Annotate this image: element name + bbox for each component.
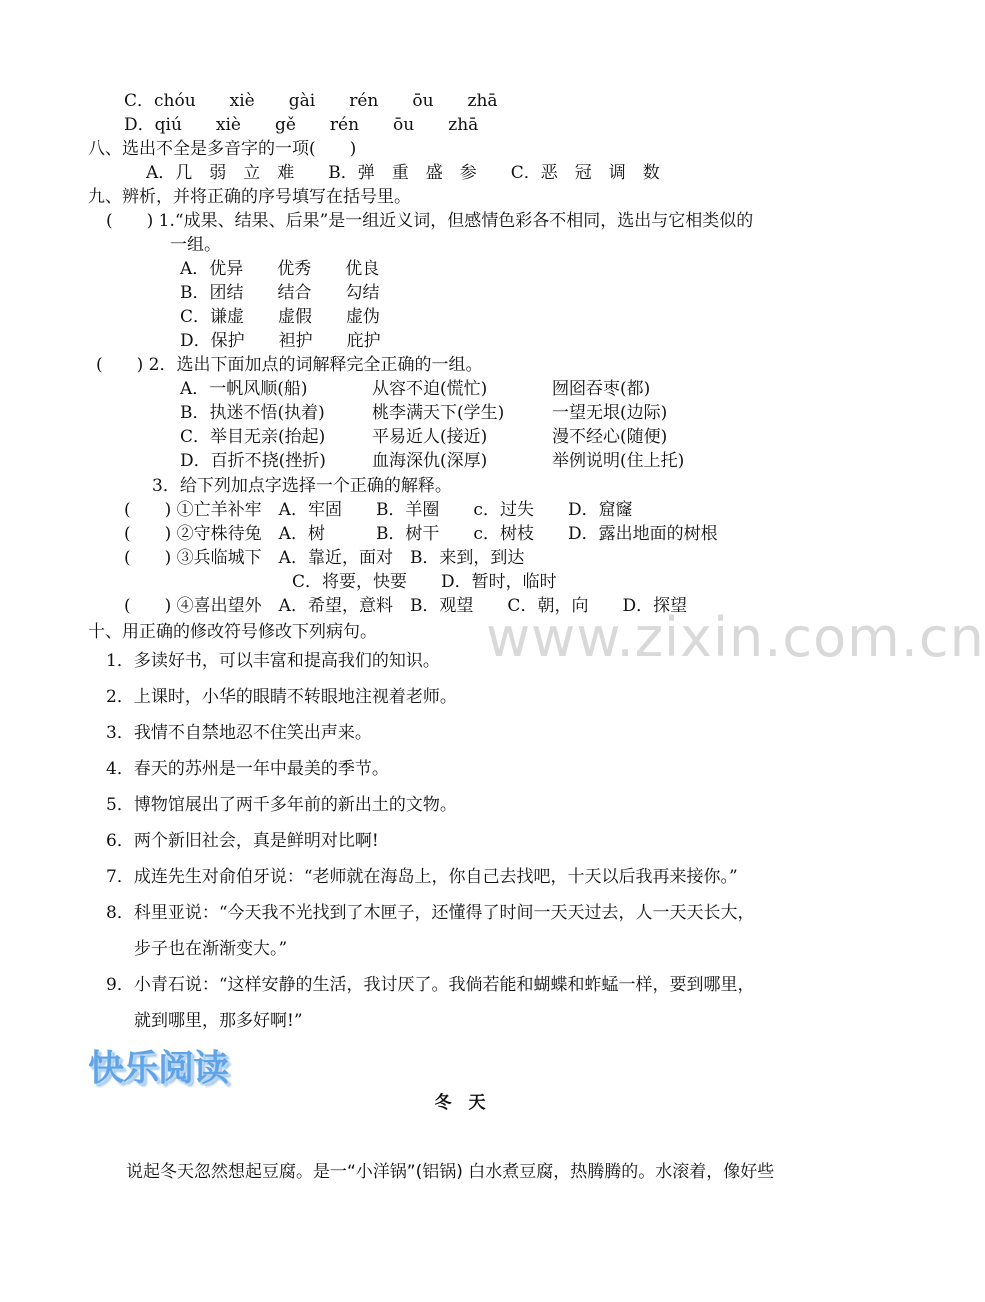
sub-question-1-option: A．优异 优秀 优良 — [180, 259, 380, 279]
option-cell: 漫不经心(随便) — [552, 427, 668, 447]
option-cell: 从容不迫(慌忙) — [372, 379, 488, 399]
sentence-item: 4．春天的苏州是一年中最美的季节。 — [106, 759, 389, 779]
option-c-pinyin: C．chóu xiè gài rén ōu zhā — [124, 91, 498, 111]
option-cell: 桃李满天下(学生) — [372, 403, 505, 423]
sentence-item: 7．成连先生对俞伯牙说：“老师就在海岛上，你自己去找吧，十天以后我再来接你。” — [106, 867, 738, 887]
option-cell: 平易近人(接近) — [372, 427, 488, 447]
sub-question-1-line-2: 一组。 — [170, 235, 221, 255]
question-8-options: A．几 弱 立 难 B．弹 重 盛 参 C．恶 冠 调 数 — [146, 163, 660, 183]
sub-question-3-title: 3．给下列加点字选择一个正确的解释。 — [152, 476, 452, 496]
question-10-title: 十、用正确的修改符号修改下列病句。 — [88, 622, 377, 642]
sentence-item: 8．科里亚说：“今天我不光找到了木匣子，还懂得了时间一天天过去，人一天天长大， — [106, 903, 755, 923]
passage-title: 冬 天 — [434, 1093, 486, 1113]
option-cell: 囫囵吞枣(都) — [552, 379, 651, 399]
sub-question-3-row-continued: C．将要，快要 D．暂时，临时 — [292, 572, 557, 592]
option-cell: 举例说明(住上托) — [552, 451, 685, 471]
sentence-item: 6．两个新旧社会，真是鲜明对比啊! — [106, 831, 379, 851]
sub-question-3-row: ( ) ④喜出望外 A．希望，意料 B．观望 C．朝，向 D．探望 — [124, 596, 688, 616]
question-8-title: 八、选出不全是多音字的一项( ) — [88, 139, 357, 159]
question-9-title: 九、辨析，并将正确的序号填写在括号里。 — [88, 187, 411, 207]
option-cell: 一望无垠(边际) — [552, 403, 668, 423]
sentence-item: 3．我情不自禁地忍不住笑出声来。 — [106, 723, 372, 743]
sub-question-3-row: ( ) ②守株待兔 A．树 B．树干 c．树枝 D．露出地面的树根 — [124, 524, 718, 544]
option-cell: C．举目无亲(抬起) — [180, 427, 326, 447]
sentence-item-continued: 步子也在渐渐变大。” — [134, 939, 288, 959]
sub-question-1-option: D．保护 袒护 庇护 — [180, 331, 381, 351]
option-cell: 血海深仇(深厚) — [372, 451, 488, 471]
sentence-item-continued: 就到哪里，那多好啊!” — [134, 1011, 303, 1031]
reading-banner: 快乐阅读 — [88, 1048, 229, 1089]
option-cell: D．百折不挠(挫折) — [180, 451, 326, 471]
option-cell: A．一帆风顺(船) — [180, 379, 308, 399]
sentence-item: 9．小青石说：“这样安静的生活，我讨厌了。我倘若能和蝴蝶和蚱蜢一样，要到哪里， — [106, 975, 755, 995]
sub-question-1-line-1: ( ) 1.“成果、结果、后果”是一组近义词，但感情色彩各不相同，选出与它相类似的 — [106, 211, 754, 231]
sub-question-1-option: B．团结 结合 勾结 — [180, 283, 380, 303]
sub-question-3-row: ( ) ①亡羊补牢 A．牢固 B．羊圈 c．过失 D．窟窿 — [124, 500, 633, 520]
sub-question-1-option: C．谦虚 虚假 虚伪 — [180, 307, 381, 327]
option-d-pinyin: D．qiú xiè gě rén ōu zhā — [124, 115, 479, 135]
sub-question-3-row: ( ) ③兵临城下 A．靠近，面对 B．来到，到达 — [124, 548, 525, 568]
passage-paragraph: 说起冬天忽然想起豆腐。是一“小洋锅”(铝锅) 白水煮豆腐，热腾腾的。水滚着，像好些 — [126, 1162, 775, 1182]
sentence-item: 1．多读好书，可以丰富和提高我们的知识。 — [106, 651, 440, 671]
sentence-item: 2．上课时，小华的眼睛不转眼地注视着老师。 — [106, 687, 457, 707]
watermark: www.zixin.com.cn — [486, 606, 985, 669]
sub-question-2-title: ( ) 2．选出下面加点的词解释完全正确的一组。 — [96, 355, 483, 375]
sentence-item: 5．博物馆展出了两千多年前的新出土的文物。 — [106, 795, 457, 815]
option-cell: B．执迷不悟(执着) — [180, 403, 325, 423]
